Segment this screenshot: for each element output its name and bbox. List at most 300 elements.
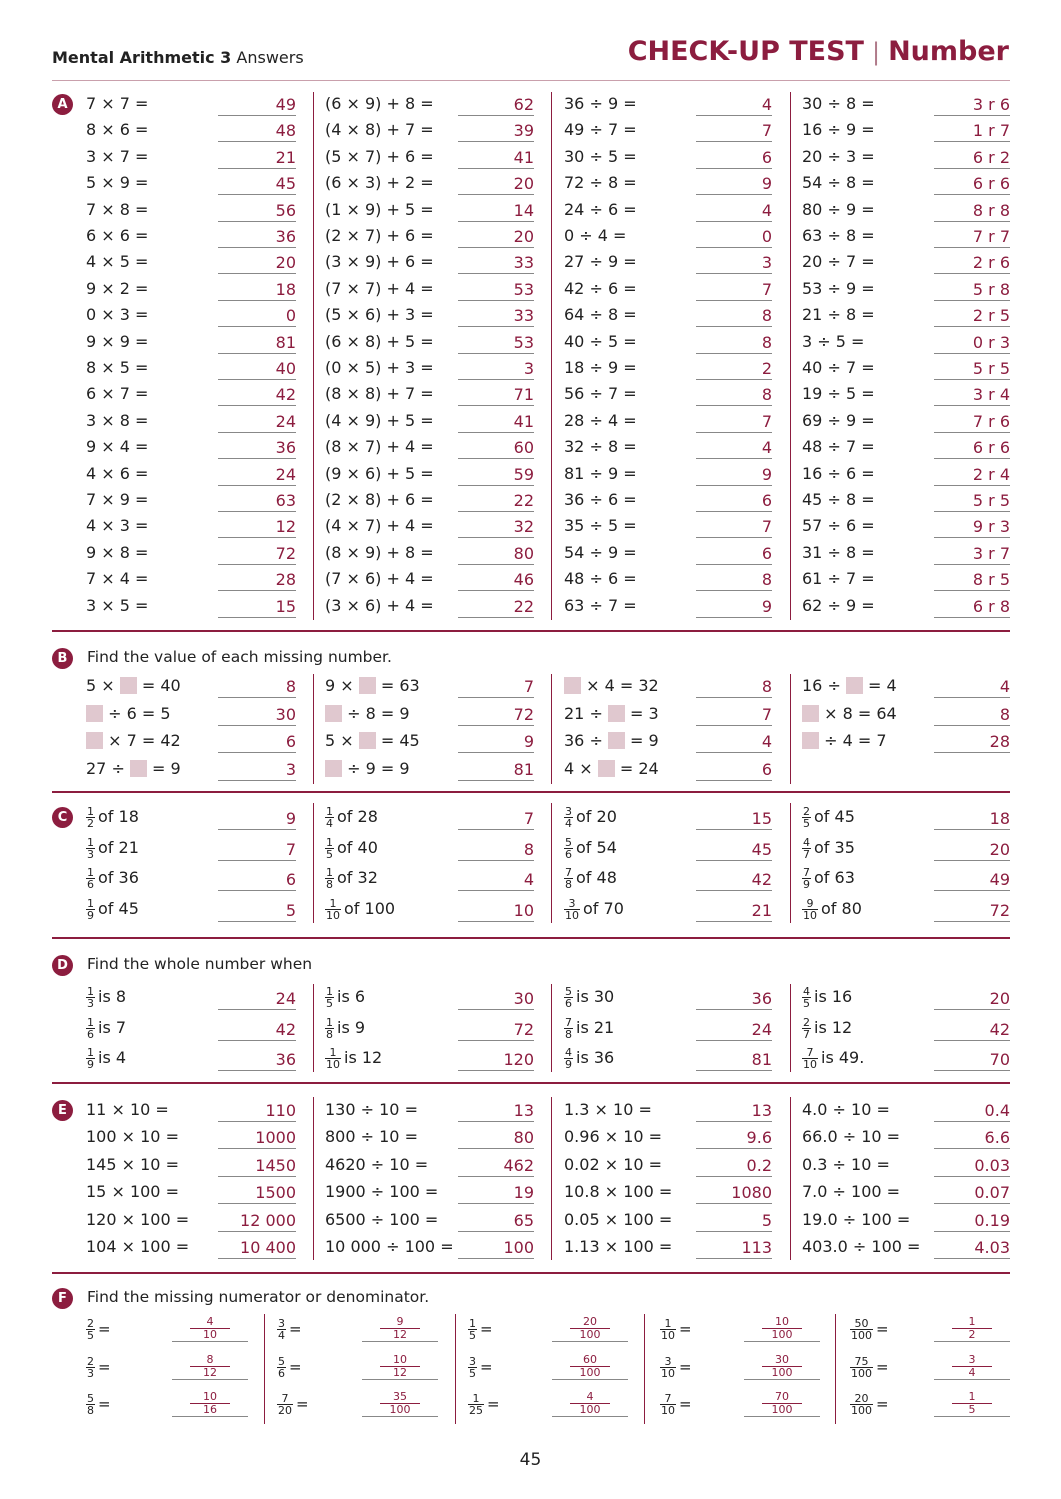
question-text: $\frac{4}{5}$ is 16 [803,985,853,1010]
question-text: 6500 ÷ 100 = [325,1209,439,1229]
question-text: 5 × 9 = [86,173,149,193]
fraction: $\frac{4}{7}$ [803,835,810,861]
missing-number-box [564,677,581,694]
fraction: $\frac{1}{2}$ [87,805,94,830]
section-badge-b: B [52,648,73,669]
answer-value: 2 r 4 [934,464,1010,486]
question-text: ÷ 6 = 5 [86,704,171,723]
answer-value: 41 [458,147,534,169]
question-text: 19.0 ÷ 100 = [802,1209,911,1229]
question-text: (4 × 9) + 5 = [325,410,434,430]
question-text: $\frac{7}{10}$ = [661,1392,692,1417]
answer-value: 15 [218,596,296,618]
answer-value: 22 [458,596,534,618]
answer-value: 28 [218,569,296,591]
answer-value: 33 [458,305,534,327]
answer-value: 5 r 8 [934,279,1010,301]
question-text: 40 ÷ 7 = [802,358,875,377]
answer-value: 72 [934,900,1010,922]
question-text: 61 ÷ 7 = [802,569,875,589]
header-test-title: CHECK-UP TEST | Number [627,36,1009,67]
section-divider [52,937,1010,939]
question-text: × 7 = 42 [86,731,181,750]
question-text: $\frac{1}{10}$ = [661,1317,692,1342]
answer-value: 9.6 [696,1127,772,1149]
answer-value: 24 [218,988,296,1010]
answer-fraction: 4 100 [552,1391,628,1417]
answer-value: 36 [218,1049,296,1071]
question-text: 0.05 × 100 = [564,1209,673,1229]
answer-value: 45 [696,839,772,861]
answer-value: 32 [458,516,534,538]
fraction: $\frac{3}{4}$ [278,1317,285,1342]
answer-value: 8 [696,384,772,406]
column-divider [264,1314,265,1424]
question-text: 4 × 6 = [86,463,149,483]
fraction: $\frac{3}{10}$ [661,1354,675,1380]
question-text: (5 × 6) + 3 = [325,305,434,325]
fraction: $\frac{1}{5}$ [469,1317,476,1342]
question-text: 0 × 3 = [86,305,149,325]
answer-value: 4 [696,94,772,116]
answer-value: 8 r 5 [934,569,1010,591]
answer-fraction: 8 12 [172,1354,248,1380]
answer-value: 9 [458,731,534,753]
question-text: $\frac{1}{9}$ is 4 [87,1046,127,1071]
answer-value: 7 [458,676,534,698]
question-text: 32 ÷ 8 = [564,437,637,457]
answer-value: 6 r 6 [934,173,1010,195]
question-text: $\frac{1}{10}$ of 100 [326,896,396,922]
answer-value: 6 [218,869,296,891]
fraction: $\frac{2}{5}$ [87,1317,94,1342]
fraction: $\frac{3}{5}$ [469,1354,476,1380]
question-text: 8 × 5 = [86,358,149,377]
question-text: 6 × 7 = [86,384,149,404]
question-text: (4 × 7) + 4 = [325,516,434,536]
question-text: 0 ÷ 4 = [564,226,627,245]
question-text: 7 × 4 = [86,569,149,589]
answer-value: 24 [696,1019,772,1041]
question-text: (8 × 7) + 4 = [325,437,434,457]
question-text: (5 × 7) + 6 = [325,146,434,166]
question-text: 7 × 8 = [86,199,149,219]
answer-value: 22 [458,490,534,512]
answer-value: 4 [458,869,534,891]
question-text: $\frac{5}{6}$ of 54 [565,835,617,861]
answer-value: 7 [696,411,772,433]
answer-value: 81 [458,759,534,781]
fraction: $\frac{1}{10}$ [661,1317,675,1342]
missing-number-box [608,732,625,749]
answer-value: 81 [218,332,296,354]
question-text: 63 ÷ 8 = [802,226,875,245]
answer-value: 21 [696,900,772,922]
answer-value: 8 [696,332,772,354]
answer-value: 20 [934,839,1010,861]
question-text: 1.3 × 10 = [564,1100,652,1119]
answer-value: 72 [458,704,534,726]
answer-value: 9 [696,173,772,195]
answer-value: 5 r 5 [934,358,1010,380]
answer-value: 1080 [696,1182,772,1204]
question-text: 31 ÷ 8 = [802,542,875,562]
answer-value: 2 r 5 [934,305,1010,327]
answer-value: 5 [696,1210,772,1232]
column-divider [790,92,791,620]
question-text: 64 ÷ 8 = [564,305,637,325]
question-text: 53 ÷ 9 = [802,278,875,298]
section-divider [52,791,1010,793]
missing-number-box [359,677,376,694]
answer-value: 3 [696,252,772,274]
answer-fraction: 30 100 [744,1354,820,1380]
question-text: 9 × 8 = [86,542,149,562]
column-divider [455,1314,456,1424]
missing-number-box [325,760,342,777]
missing-number-box [802,705,819,722]
question-text: 16 ÷ = 4 [802,676,897,695]
question-text: 145 × 10 = [86,1154,179,1174]
column-divider [790,984,791,1072]
fraction: $\frac{1}{3}$ [87,985,94,1010]
answer-value: 24 [218,411,296,433]
answer-value: 53 [458,279,534,301]
answer-value: 1500 [218,1182,296,1204]
answer-value: 0 [696,226,772,248]
question-text: $\frac{1}{8}$ of 32 [326,866,378,891]
answer-value: 7 [696,120,772,142]
column-divider [835,1314,836,1424]
answer-value: 36 [218,226,296,248]
answer-value: 80 [458,543,534,565]
column-divider [551,1097,552,1260]
question-text: 3 × 8 = [86,410,149,430]
fraction: $\frac{1}{10}$ [326,896,340,922]
answer-value: 0.2 [696,1155,772,1177]
fraction: $\frac{1}{9}$ [87,896,94,922]
question-text: 130 ÷ 10 = [325,1100,418,1119]
answer-value: 70 [934,1049,1010,1071]
answer-value: 72 [458,1019,534,1041]
question-text: 36 ÷ = 9 [564,731,659,750]
question-text: 54 ÷ 8 = [802,173,875,193]
answer-fraction: 3 4 [934,1354,1010,1380]
answer-value: 8 [696,676,772,698]
question-text: 4 × 5 = [86,252,149,272]
fraction: $\frac{50}{100}$ [851,1317,872,1342]
fraction: $\frac{5}{8}$ [87,1392,94,1417]
question-text: (8 × 8) + 7 = [325,384,434,404]
answer-value: 15 [696,808,772,830]
question-text: $\frac{7}{20}$ = [278,1392,309,1417]
answer-value: 10 [458,900,534,922]
answer-value: 28 [934,731,1010,753]
answer-value: 0.07 [934,1182,1010,1204]
answer-value: 0 [218,305,296,327]
answer-value: 42 [218,384,296,406]
question-text: 57 ÷ 6 = [802,516,875,536]
question-text: $\frac{4}{9}$ is 36 [565,1046,615,1071]
question-text: (3 × 6) + 4 = [325,595,434,615]
answer-value: 9 r 3 [934,516,1010,538]
question-text: 0.02 × 10 = [564,1154,663,1174]
question-text: $\frac{1}{5}$ of 40 [326,835,378,861]
question-text: $\frac{1}{10}$ is 12 [326,1046,383,1071]
answer-value: 10 400 [218,1237,296,1259]
question-text: 10.8 × 100 = [564,1182,673,1202]
question-text: $\frac{50}{100}$ = [851,1317,889,1342]
question-text: 4620 ÷ 10 = [325,1154,429,1174]
answer-value: 12 [218,516,296,538]
answer-value: 2 [696,358,772,380]
answer-value: 18 [934,808,1010,830]
answer-value: 113 [696,1237,772,1259]
answer-value: 6 r 8 [934,596,1010,618]
answer-value: 42 [218,1019,296,1041]
answer-value: 3 [458,358,534,380]
answer-value: 42 [934,1019,1010,1041]
question-text: (7 × 6) + 4 = [325,569,434,589]
question-text: 62 ÷ 9 = [802,595,875,615]
answer-value: 7 [696,516,772,538]
answer-value: 7 [696,279,772,301]
section-badge-a: A [52,94,73,115]
column-divider [551,803,552,923]
fraction: $\frac{5}{6}$ [565,835,572,861]
answer-value: 462 [458,1155,534,1177]
question-text: (6 × 9) + 8 = [325,94,434,113]
answer-value: 7 [218,839,296,861]
answer-value: 8 [696,569,772,591]
question-text: 10 000 ÷ 100 = [325,1237,454,1256]
answer-value: 8 [934,704,1010,726]
question-text: (7 × 7) + 4 = [325,278,434,298]
answer-value: 100 [458,1237,534,1259]
question-text: 30 ÷ 5 = [564,146,637,166]
fraction: $\frac{7}{8}$ [565,1015,572,1041]
question-text: 9 × 4 = [86,437,149,457]
question-text: $\frac{2}{5}$ of 45 [803,805,855,830]
answer-value: 6 [696,543,772,565]
answer-value: 7 r 7 [934,226,1010,248]
answer-value: 33 [458,252,534,274]
question-text: 9 × = 63 [325,676,420,695]
section-b-instruction: Find the value of each missing number. [87,648,392,666]
section-d-instruction: Find the whole number when [87,955,313,973]
header-rule [52,80,1010,81]
column-divider [551,92,552,620]
missing-number-box [120,677,137,694]
question-text: 81 ÷ 9 = [564,463,637,483]
question-text: ÷ 4 = 7 [802,731,887,750]
answer-value: 3 r 7 [934,543,1010,565]
answer-value: 40 [218,358,296,380]
section-badge-e: E [52,1100,73,1121]
question-text: 72 ÷ 8 = [564,173,637,193]
missing-number-box [802,732,819,749]
missing-number-box [359,732,376,749]
answer-fraction: 9 12 [362,1316,438,1342]
question-text: 5 × = 40 [86,676,181,695]
fraction: $\frac{2}{7}$ [803,1015,810,1041]
question-text: 20 ÷ 3 = [802,146,875,166]
question-text: $\frac{1}{6}$ of 36 [87,866,139,891]
question-text: $\frac{5}{6}$ = [278,1354,302,1380]
answer-value: 80 [458,1127,534,1149]
answer-value: 45 [218,173,296,195]
section-f-instruction: Find the missing numerator or denominator. [87,1288,430,1306]
question-text: 11 × 10 = [86,1100,169,1119]
answer-value: 6 r 6 [934,437,1010,459]
answer-value: 20 [218,252,296,274]
fraction: $\frac{1}{4}$ [326,805,333,830]
question-text: 66.0 ÷ 10 = [802,1127,901,1147]
question-text: (9 × 6) + 5 = [325,463,434,483]
section-divider [52,1272,1010,1274]
section-badge-d: D [52,955,73,976]
answer-value: 4 [696,200,772,222]
question-text: 3 × 5 = [86,595,149,615]
question-text: 56 ÷ 7 = [564,384,637,404]
answer-value: 42 [696,869,772,891]
fraction: $\frac{5}{6}$ [278,1354,285,1380]
question-text: 48 ÷ 7 = [802,437,875,457]
question-text: 27 ÷ 9 = [564,252,637,272]
question-text: 120 × 100 = [86,1209,190,1229]
fraction: $\frac{2}{5}$ [803,805,810,830]
answer-value: 7 [458,808,534,830]
answer-value: 20 [934,988,1010,1010]
question-text: $\frac{7}{9}$ of 63 [803,866,855,891]
header-book-title: Mental Arithmetic 3 Answers [52,48,304,67]
answer-value: 81 [696,1049,772,1071]
question-text: 104 × 100 = [86,1237,190,1256]
answer-value: 30 [458,988,534,1010]
answer-value: 3 [218,759,296,781]
answer-value: 13 [696,1100,772,1122]
answer-fraction: 10 12 [362,1354,438,1380]
question-text: $\frac{3}{4}$ = [278,1317,302,1342]
question-text: 30 ÷ 8 = [802,94,875,113]
answer-value: 1000 [218,1127,296,1149]
answer-value: 1450 [218,1155,296,1177]
fraction: $\frac{1}{5}$ [326,835,333,861]
question-text: 100 × 10 = [86,1127,179,1147]
answer-value: 1 r 7 [934,120,1010,142]
answer-value: 4 [934,676,1010,698]
question-text: 8 × 6 = [86,120,149,140]
question-text: 4 × 3 = [86,516,149,536]
answer-value: 49 [934,869,1010,891]
question-text: $\frac{3}{10}$ of 70 [565,896,624,922]
column-divider [313,92,314,620]
answer-value: 24 [218,464,296,486]
answer-value: 6 r 2 [934,147,1010,169]
fraction: $\frac{1}{5}$ [326,985,333,1010]
question-text: $\frac{3}{4}$ of 20 [565,805,617,830]
question-text: 48 ÷ 6 = [564,569,637,589]
answer-value: 13 [458,1100,534,1122]
question-text: $\frac{1}{6}$ is 7 [87,1015,127,1041]
answer-value: 63 [218,490,296,512]
answer-fraction: 60 100 [552,1354,628,1380]
question-text: 28 ÷ 4 = [564,410,637,430]
question-text: 54 ÷ 9 = [564,542,637,562]
missing-number-box [130,760,147,777]
question-text: 0.3 ÷ 10 = [802,1154,890,1174]
question-text: 9 × 2 = [86,278,149,298]
question-text: 36 ÷ 9 = [564,94,637,113]
answer-value: 120 [458,1049,534,1071]
question-text: (4 × 8) + 7 = [325,120,434,140]
fraction: $\frac{7}{9}$ [803,866,810,891]
fraction: $\frac{2}{3}$ [87,1354,94,1380]
answer-value: 53 [458,332,534,354]
fraction: $\frac{20}{100}$ [851,1392,872,1417]
question-text: ÷ 9 = 9 [325,759,410,778]
answer-fraction: 4 10 [172,1316,248,1342]
fraction: $\frac{1}{3}$ [87,835,94,861]
question-text: $\frac{5}{8}$ = [87,1392,111,1417]
answer-fraction: 10 16 [172,1391,248,1417]
answer-value: 30 [218,704,296,726]
question-text: $\frac{1}{4}$ of 28 [326,805,378,830]
answer-value: 36 [696,988,772,1010]
question-text: 16 ÷ 9 = [802,120,875,140]
question-text: (6 × 8) + 5 = [325,331,434,351]
section-divider [52,630,1010,632]
question-text: 21 ÷ 8 = [802,305,875,325]
answer-value: 48 [218,120,296,142]
missing-number-box [846,677,863,694]
question-text: $\frac{5}{6}$ is 30 [565,985,615,1010]
question-text: 69 ÷ 9 = [802,410,875,430]
question-text: $\frac{1}{3}$ is 8 [87,985,127,1010]
answer-value: 6 [696,759,772,781]
question-text: $\frac{7}{8}$ of 48 [565,866,617,891]
question-text: 40 ÷ 5 = [564,331,637,351]
question-text: $\frac{1}{3}$ of 21 [87,835,139,861]
question-text: $\frac{1}{25}$ = [469,1392,500,1417]
column-divider [790,803,791,923]
answer-value: 19 [458,1182,534,1204]
fraction: $\frac{75}{100}$ [851,1354,872,1380]
answer-value: 0 r 3 [934,332,1010,354]
question-text: $\frac{2}{7}$ is 12 [803,1015,853,1041]
fraction: $\frac{1}{6}$ [87,866,94,891]
answer-value: 21 [218,147,296,169]
question-text: 36 ÷ 6 = [564,490,637,509]
answer-value: 0.4 [934,1100,1010,1122]
answer-value: 0.19 [934,1210,1010,1232]
answer-value: 5 [218,900,296,922]
answer-value: 49 [218,94,296,116]
question-text: 45 ÷ 8 = [802,490,875,509]
question-text: 24 ÷ 6 = [564,199,637,219]
question-text: 9 × 9 = [86,331,149,351]
question-text: (3 × 9) + 6 = [325,252,434,272]
answer-value: 20 [458,226,534,248]
column-divider [313,1097,314,1260]
missing-number-box [86,732,103,749]
fraction: $\frac{7}{10}$ [803,1046,817,1071]
missing-number-box [86,705,103,722]
question-text: × 4 = 32 [564,676,659,695]
section-divider [52,1082,1010,1084]
column-divider [313,984,314,1072]
answer-fraction: 20 100 [552,1316,628,1342]
